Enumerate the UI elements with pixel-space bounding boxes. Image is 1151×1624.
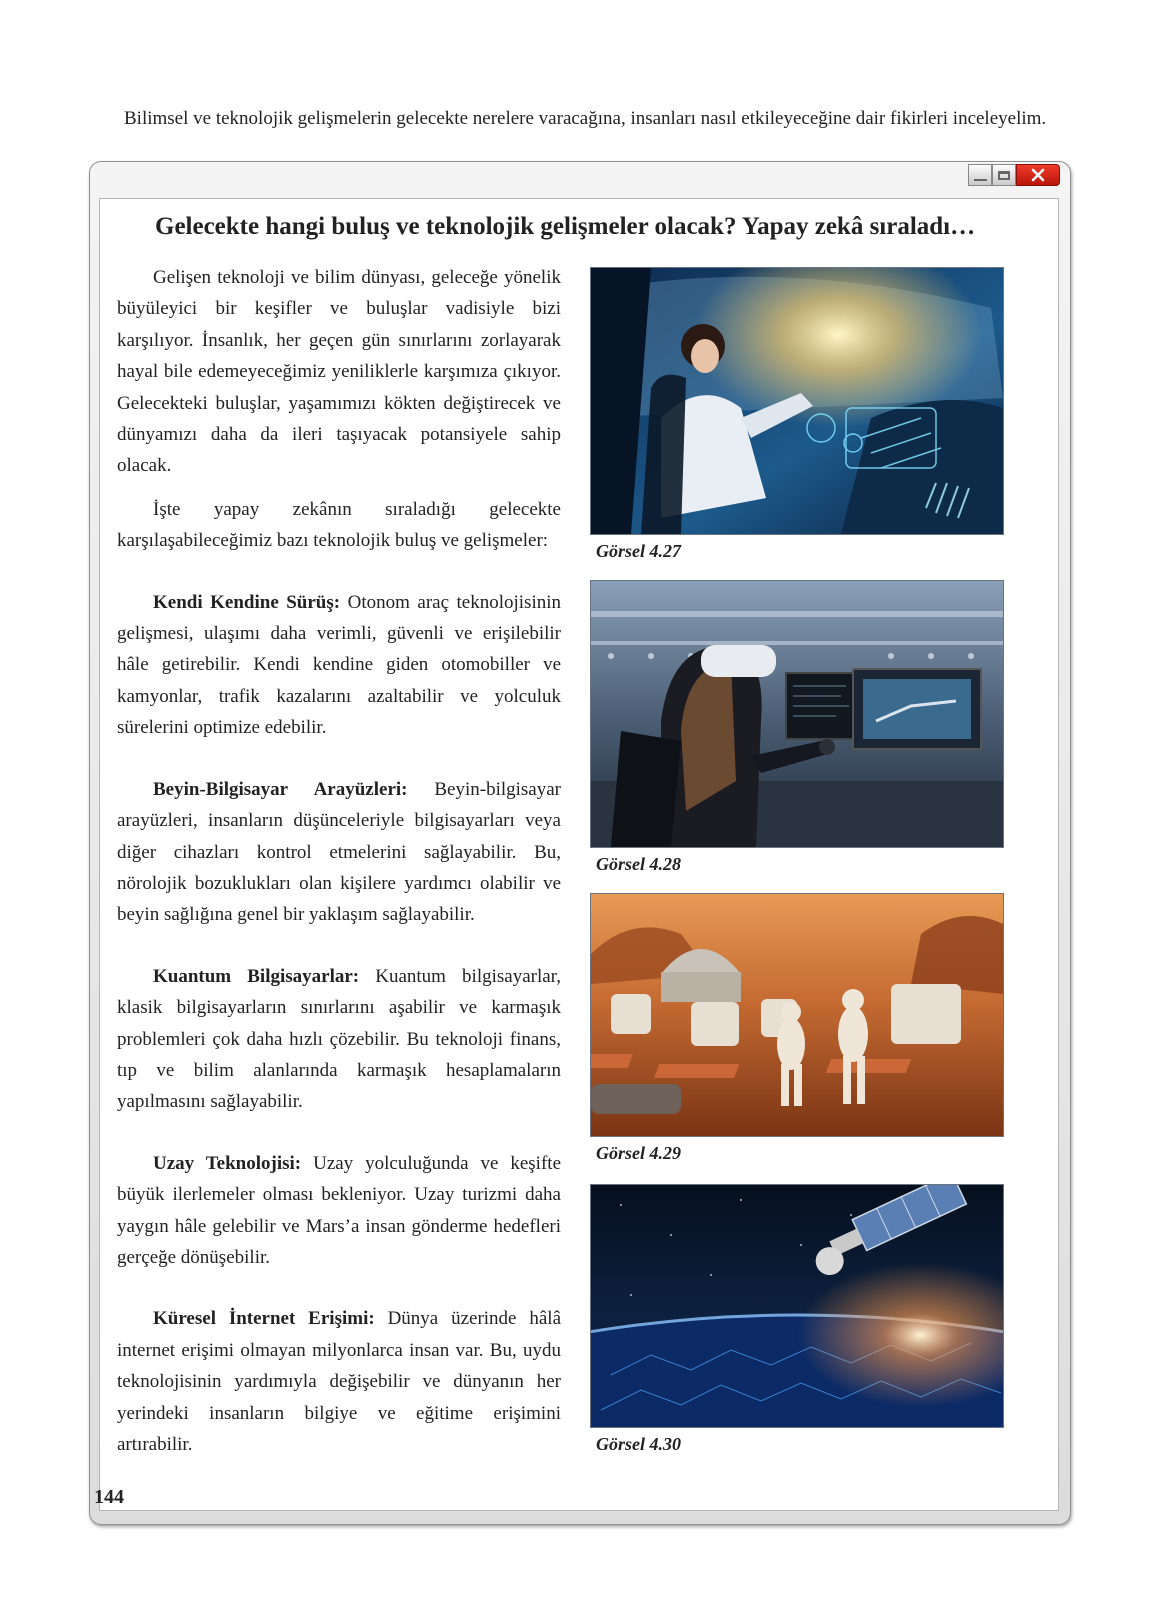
maximize-icon [998, 171, 1010, 180]
article-content [99, 198, 1059, 1511]
item-quantum-computers [117, 961, 561, 1118]
item-term: Küresel İnternet Erişimi: [153, 1308, 375, 1330]
article-paragraph: Gelişen teknoloji ve bilim dünyası, geleceğe yönelik büyüleyici bir keşifler ve buluşlar vadisiyle bizi karşılıyor. İnsanlık, her geçen gün sınırlarını zorlayarak hayal bile edemeyeceğimiz yeniliklerle karşımıza çıkıyor. Gelecekteki buluşlar, yaşamımızı kökten değiştirecek ve dünyamızı daha da ileri taşıyacak potansiyele sahip olacak. [117, 267, 561, 477]
article-title: Gelecekte hangi buluş ve teknolojik gelişmeler olacak? Yapay zekâ sıraladı… [155, 213, 976, 240]
maximize-button[interactable] [992, 164, 1016, 186]
figure-autonomous-car [590, 267, 1004, 562]
window-controls [968, 164, 1060, 186]
intro-text: Bilimsel ve teknolojik gelişmelerin gelecekte nerelere varacağına, insanları nasıl etkileyeceğine dair fikirleri inceleyelim. [124, 108, 1047, 129]
item-text: Kuantum bilgisayarlar, klasik bilgisayarların sınırlarını aşabilir ve karmaşık problemleri çok daha hızlı çözebilir. Bu teknoloji finans, tıp ve bilim alanlarında karmaşık hesaplamaların yapılmasını sağlayabilir. [117, 965, 562, 1113]
intro-paragraph [88, 103, 1068, 134]
satellite-photo [590, 1184, 1004, 1428]
item-term: Kuantum Bilgisayarlar: [153, 965, 360, 987]
item-text: Uzay yolculuğunda ve keşifte büyük ilerlemeler olması bekleniyor. Uzay turizmi daha yaygın hâle gelebilir ve Mars’a insan gönderme hedefleri gerçeğe dönüşebilir. [117, 1152, 562, 1268]
item-text: Dünya üzerinde hâlâ internet erişimi olmayan milyonlarca insan var. Bu, uydu teknolojisinin yardımıyla değişebilir ve dünyanın her yerindeki insanların bilgiye ve eğitime erişimini artırabilir. [117, 1308, 561, 1455]
minimize-icon [974, 179, 987, 181]
autonomous-car-photo [590, 267, 1004, 535]
item-term: Kendi Kendine Sürüş: [153, 591, 341, 613]
figure-vr-workstation [590, 580, 1004, 875]
figure-caption: Görsel 4.30 [596, 1434, 681, 1454]
item-text: Beyin-bilgisayar arayüzleri, insanların düşünceleriyle bilgisayarları veya diğer cihazları kontrol etmelerini sağlayabilir. Bu, nörolojik bozuklukları olan kişilere yardımcı olabilir ve beyin sağlığına genel bir yaklaşım sağlayabilir. [117, 778, 561, 926]
mars-colony-photo [590, 893, 1004, 1137]
page-number: 144 [94, 1486, 124, 1508]
figure-mars-colony [590, 893, 1004, 1164]
item-space-technology [117, 1148, 561, 1274]
item-global-internet [117, 1303, 561, 1460]
close-icon [1031, 168, 1045, 182]
figure-caption: Görsel 4.28 [596, 854, 681, 874]
item-term: Uzay Teknolojisi: [153, 1152, 302, 1174]
article-paragraph: İşte yapay zekânın sıraladığı gelecekte karşılaşabileceğimiz bazı teknolojik buluş ve gelişmeler: [117, 498, 561, 552]
article-window [89, 161, 1071, 1525]
vr-workstation-photo [590, 580, 1004, 848]
item-brain-computer-interfaces [117, 774, 561, 931]
figure-caption: Görsel 4.29 [596, 1143, 681, 1163]
item-term: Beyin-Bilgisayar Arayüzleri: [153, 778, 408, 800]
close-button[interactable] [1016, 164, 1060, 186]
item-self-driving [117, 587, 561, 744]
article-text [117, 262, 561, 1460]
figure-satellite [590, 1184, 1004, 1455]
item-text: Otonom araç teknolojisinin gelişmesi, ulaşımı daha verimli, güvenli ve erişilebilir hâle getirebilir. Kendi kendine giden otomobiller ve kamyonlar, trafik kazalarını azaltabilir ve yolculuk sürelerini optimize edebilir. [117, 591, 562, 739]
figure-caption: Görsel 4.27 [596, 541, 681, 561]
minimize-button[interactable] [968, 164, 992, 186]
